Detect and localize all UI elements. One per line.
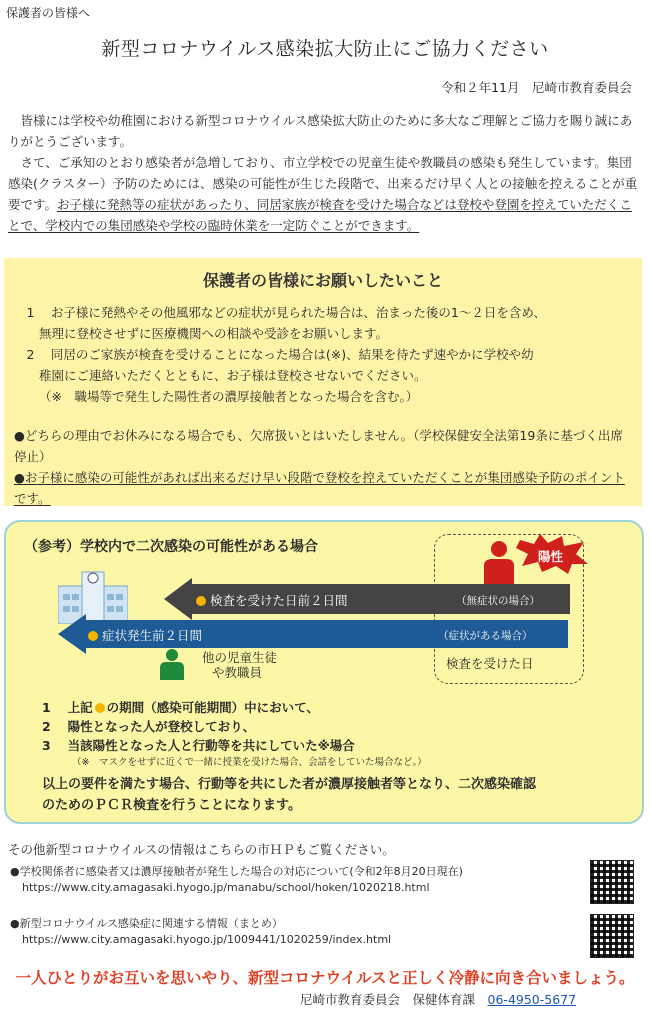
issue-date: 令和２年11月 <box>441 80 520 95</box>
qr-code-icon <box>590 860 634 904</box>
page-title: 新型コロナウイルス感染拡大防止にご協力ください <box>101 38 549 60</box>
link-item-1[interactable] <box>10 864 463 896</box>
request-item-2b: 稚園にご連絡いただくとともに、お子様は登校させないでください。 <box>39 368 427 383</box>
arrow-2-note: （症状がある場合） <box>438 630 533 642</box>
positive-label: 陽性 <box>538 549 564 564</box>
reference-box <box>4 520 644 824</box>
reference-title: （参考）学校内で二次感染の可能性がある場合 <box>24 539 318 555</box>
issuer: 尼崎市教育委員会 <box>531 80 632 95</box>
person-others-icon <box>158 648 186 680</box>
request-item-1a: 1 お子様に発熱やその他風邪などの症状が見られた場合は、治まった後の1～２日を含め、 <box>26 305 546 320</box>
arrow-1-note: （無症状の場合） <box>456 595 540 607</box>
others-label <box>202 650 277 680</box>
info-links <box>10 864 463 968</box>
others-line-2: や教職員 <box>212 665 263 680</box>
link-2-title[interactable]: ●新型コロナウイルス感染症に関連する情報（まとめ） <box>10 917 283 930</box>
test-day-label: 検査を受けた日 <box>446 656 534 671</box>
link-1-title[interactable]: ●学校関係者に感染者又は濃厚接触者が発生した場合の対応について(令和2年8月20日現在) <box>10 865 463 878</box>
condition-1: 1 上記 の期間（感染可能期間）中において、 <box>42 700 319 715</box>
condition-list <box>42 698 355 755</box>
intro-paragraph-1: 皆様には学校や幼稚園における新型コロナウイルス感染拡大防止のために多大なご理解とご協力を賜り誠にありがとうございます。 <box>8 113 633 149</box>
condition-note: （※ マスクをせずに近くで一緒に授業を受けた場合、会話をしていた場合など。） <box>72 757 427 768</box>
spacer <box>14 407 634 425</box>
request-box <box>4 258 642 506</box>
request-item-2-note: （※ 職場等で発生した陽性者の濃厚接触者となった場合を含む。） <box>39 389 419 404</box>
slogan: 一人ひとりがお互いを思いやり、新型コロナウイルスと正しく冷静に向き合いましょう。 <box>15 969 635 987</box>
request-bullet-1: ●どちらの理由でお休みになる場合でも、欠席扱いとはいたしません。（学校保健安全法第19条に基づく出席停止） <box>14 428 623 464</box>
condition-2: 2 陽性となった人が登校しており、 <box>42 719 256 734</box>
footer <box>300 990 576 1008</box>
intro-p2-underlined: お子様に発熱等の症状があったり、同居家族が検査を受けた場合などは登校や登園を控えていただくことで、学校内での集団感染や学校の臨時休業を一定防ぐことができます。 <box>8 197 632 233</box>
person-positive-icon <box>482 540 516 584</box>
addressee: 保護者の皆様へ <box>6 6 91 20</box>
info-intro: その他新型コロナウイルスの情報はこちらの市ＨＰもご覧ください。 <box>8 842 395 857</box>
dateline <box>441 78 632 96</box>
request-body <box>14 302 634 509</box>
intro-p2-text: さて、ご承知のとおり感染者が急増しており、市立学校での児童生徒や教職員の感染も発生しています。集団感染(クラスター）予防のためには、感染の可能性が生じた段階で、出来るだけ早く人との接触を控えることが重要です。 <box>8 155 638 212</box>
request-item-1b: 無理に登校させずに医療機関への相談や受診をお願いします。 <box>39 326 389 341</box>
others-line-1: 他の児童生徒 <box>202 650 278 665</box>
arrow-1-head <box>164 578 192 620</box>
condition-3: 3 当該陽性となった人と行動等を共にしていた※場合 <box>42 738 355 753</box>
arrow-2-label: 症状発生前２日間 <box>88 626 202 644</box>
request-item-2a: 2 同居のご家族が検査を受けることになった場合は(※)、結果を待たず速やかに学校や幼 <box>26 347 534 362</box>
request-bullet-2: ●お子様に感染の可能性があれば出来るだけ早い段階で登校を控えていただくことが集団感染予防のポイントです。 <box>14 470 625 506</box>
link-1-url[interactable]: https://www.city.amagasaki.hyogo.jp/manabu/school/hoken/1020218.html <box>22 881 430 894</box>
arrow-1-label: 検査を受けた日前２日間 <box>196 591 348 609</box>
footer-phone[interactable]: 06-4950-5677 <box>487 992 577 1007</box>
link-item-2[interactable] <box>10 916 463 948</box>
qr-code-icon <box>590 914 634 958</box>
intro-section <box>8 110 642 236</box>
conclusion-line-1: 以上の要件を満たす場合、行動等を共にした者が濃厚接触者等となり、二次感染確認 <box>42 777 537 792</box>
intro-paragraph-2 <box>8 152 642 236</box>
reference-conclusion <box>42 774 536 816</box>
arrow-2-head <box>58 614 86 654</box>
request-title: 保護者の皆様にお願いしたいこと <box>202 271 443 290</box>
conclusion-line-2: のためのＰＣＲ検査を行うことになります。 <box>42 798 301 813</box>
footer-dept: 尼崎市教育委員会 保健体育課 <box>300 992 476 1007</box>
link-2-url[interactable]: https://www.city.amagasaki.hyogo.jp/1009441/1020259/index.html <box>22 933 392 946</box>
